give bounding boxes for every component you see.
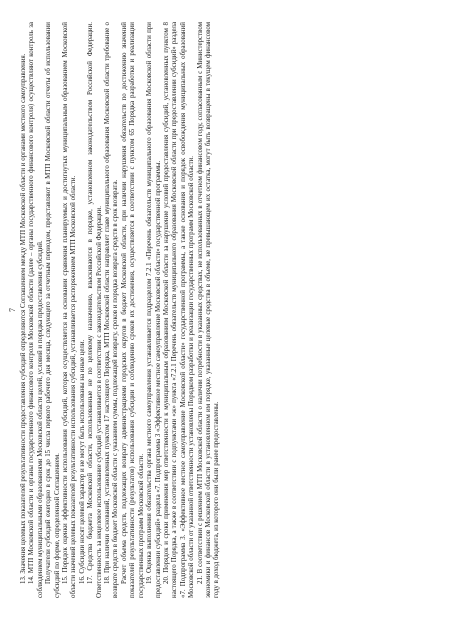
paragraph: Расчет объема средств, подлежащих возврату администрациями городских округов в бюджет Московской области, при наличии нарушения обязательств по достижению значений показателей результативности (результатов) использования субсидии и соблюдению сроков их достижения, осуществляется в соответствии с пунктом 65 Порядка разработки и реализации государственных программ Московской области. <box>120 22 145 598</box>
paragraph: 18. При наличии оснований, установленных пунктом 17 настоящего Порядка, МТП Московской области направляет главе муниципального образования Московской области требование о возврате средств в бюджет Московской области с указанием суммы, подлежащей возврату, сроков и порядка возврата средств в срок возврата. <box>104 22 120 598</box>
paragraph: 15. Порядок оценки эффективности использования субсидий, которая осуществляется на основании сравнения планируемых и достигнутых муниципальным образованием Московской области значений целевых показателей результативности использования субсидий, устанавливается распоряжением МТП Московской области. <box>62 22 78 598</box>
paragraph: 21. В соответствии с решением МТП Московской области о наличии потребности в указанных средствах, не использованных в отчетном финансовом году, согласованным с Министерством экономики и финансов Московской области в установленном им порядке, указанные целевые средства в объеме, не превышающем их остатка, могут быть возвращены в текущем финансовом году в доход бюджета, из которого они были ранее предоставлены. <box>196 22 221 598</box>
paragraph: 14. МТП Московской области и органы государственного финансового контроля Московской области (далее – органы государственного финансового контроля) осуществляют контроль за соблюдением муниципальными образованиями Московской области целей, условий и порядка предоставления субсидий. <box>28 22 44 598</box>
paragraph: Получатели субсидий ежегодно в срок до 15 числа первого рабочего дня месяца, следующего за отчетным периодом, представляют в МТП Московской области отчеты об использовании субсидий по форме, определенной Соглашением. <box>45 22 61 598</box>
paragraph: 17. Средства бюджета Московской области, использованные не по целевому назначению, взыскиваются в порядке, установленном законодательством Российской Федерации. Ответственность за нецелевое использование субсидий устанавливается в соответствии с законодательством Российской Федерации. <box>87 22 103 598</box>
paragraph: 16. Субсидии носят целевой характер и не могут быть использованы на иные цели. <box>78 339 86 584</box>
paragraph: 20. Порядок и сроки применения мер ответственности к муниципальным образованиям Московской области за нарушение условий предоставления субсидий, установленных пунктом 8 настоящего Порядка, а также в соответствии с подпунктами «ж» пункта «7.2.1 Перечень обязательств муниципального образования Московской области при предоставлении субсидий» раздела «7. Подпрограмма 3. «Эффективное местное самоуправление Московской области» государственной программы, а также основания и порядок освобождения муниципальных образований Московской области от указанной ответственности установлены Порядком разработки и реализации государственных программ Московской области. <box>162 22 196 598</box>
document-body <box>20 22 222 598</box>
paragraph: 13. Значения целевых показателей результативности предоставления субсидий определяются Соглашением между МТП Московской области и органами местного самоуправления. <box>20 53 27 584</box>
page-number: 7 <box>8 308 17 312</box>
paragraph: 19. Оценка выполнения обязательства органа местного самоуправления устанавливается подразделом 7.2.1 «Перечень обязательств муниципального образования Московской области при предоставлении субсидий» раздела «7. Подпрограмма 3 «Эффективное местное самоуправление Московской области» государственной программы. <box>146 22 162 598</box>
